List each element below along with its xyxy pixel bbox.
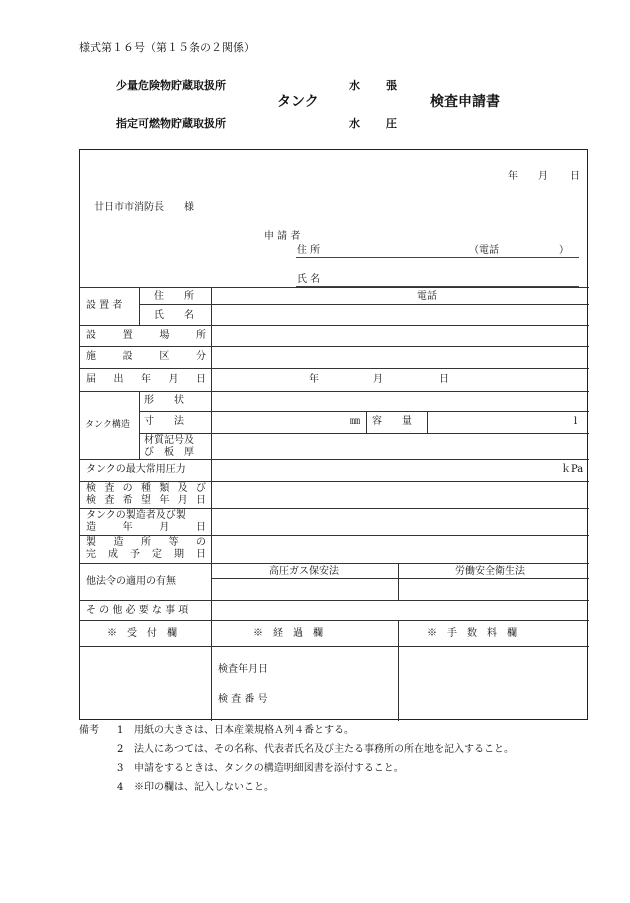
rule-3 (80, 325, 589, 326)
maker-label-1: タンクの製造者及び製 (86, 510, 186, 521)
report-year: 年 (309, 374, 319, 385)
vline-tank (139, 391, 140, 459)
note-4-text: ※印の欄は、記入しないこと。 (134, 782, 274, 793)
note-2-text: 法人にあつては、その名称、代表者氏名及び主たる事務所の所在地を記入すること。 (134, 744, 514, 755)
rule-12 (80, 535, 589, 536)
form-number: 様式第１６号（第１５条の２関係） (79, 41, 255, 54)
mm-unit: ㎜ (350, 416, 360, 427)
labor-law-label: 労働安全衛生法 (455, 566, 525, 577)
max-pressure-label: タンクの最大常用圧力 (86, 464, 186, 475)
vline-laws (398, 563, 399, 600)
inspection-label-1: 検 査 の 種 類 及 び (86, 483, 206, 494)
material-label-2: び 板 厚 (144, 447, 194, 458)
inspection-number-label: 検 査 番 号 (218, 694, 268, 705)
rule-17 (80, 646, 589, 647)
title-application: 検査申請書 (430, 94, 500, 110)
rule-9 (80, 459, 589, 460)
dimensions-label: 寸 法 (144, 416, 184, 427)
place-label-2: 完 成 予 定 期 日 (86, 549, 206, 560)
rule-7 (139, 411, 589, 412)
material-label-1: 材質記号及 (144, 435, 194, 446)
notes-label: 備考 (79, 725, 99, 736)
capacity-label: 容 量 (372, 416, 412, 427)
rule-8 (139, 433, 589, 434)
installer-label: 設 置 者 (86, 300, 123, 311)
title-left-top: 少量危険物貯蔵取扱所 (116, 79, 226, 92)
rule-11 (80, 508, 589, 509)
rule-5 (80, 368, 589, 369)
phone-label: （電話 ） (469, 245, 569, 256)
rule-6 (80, 391, 589, 392)
note-1-num: 1 (117, 725, 124, 736)
vline-capacity (427, 411, 428, 433)
other-matters-label: そ の 他 必 要 な 事 項 (86, 605, 189, 616)
pressure-unit: ｋPa (561, 464, 584, 475)
date-year: 年 (508, 171, 518, 182)
inspection-label-2: 検 査 希 望 年 月 日 (86, 495, 206, 506)
fee-header: ※ 手 数 料 欄 (427, 628, 517, 639)
rule-4 (80, 346, 589, 347)
applicant-label: 申 請 者 (264, 231, 301, 242)
address-label: 住 所 (297, 245, 321, 256)
vline-installer (139, 287, 140, 325)
note-3-num: 3 (117, 763, 124, 774)
vline-office-1 (211, 620, 212, 721)
vline-mm (366, 411, 367, 433)
title-water-1: 水 (349, 79, 360, 92)
capacity-unit: l (574, 416, 578, 427)
addressee: 廿日市市消防長 様 (94, 202, 194, 213)
application-form (79, 149, 588, 720)
shape-label: 形 状 (144, 395, 184, 406)
date-day: 日 (570, 171, 580, 182)
rule-10 (80, 481, 589, 482)
reception-header: ※ 受 付 欄 (107, 628, 177, 639)
title-left-bottom: 指定可燃物貯蔵取扱所 (116, 117, 226, 130)
location-label: 設 置 場 所 (86, 330, 206, 341)
date-month: 月 (538, 171, 548, 182)
report-date-label: 届 出 年 月 日 (86, 374, 206, 385)
vline-office-2 (398, 620, 399, 721)
other-laws-label: 他法令の適用の有無 (86, 576, 176, 587)
note-1-text: 用紙の大きさは、日本産業規格Ａ列４番とする。 (134, 725, 354, 736)
rule-2 (139, 304, 589, 305)
title-tank: タンク (277, 94, 319, 110)
rule-1 (80, 287, 589, 288)
installer-name-label: 氏 名 (154, 310, 194, 321)
vline-label (211, 287, 212, 646)
place-label-1: 製 造 所 等 の (86, 537, 206, 548)
rule-16 (80, 620, 589, 621)
note-4-num: 4 (117, 782, 124, 793)
rule-13 (80, 563, 589, 564)
installer-address-label: 住 所 (154, 291, 194, 302)
tank-structure-label: タンク構造 (85, 420, 130, 430)
title-fill: 張 (386, 79, 397, 92)
note-3-text: 申請をするときは、タンクの構造明細図書を添付すること。 (134, 763, 404, 774)
address-line (296, 257, 579, 258)
inspection-date-label: 検査年月日 (218, 664, 268, 675)
gas-law-label: 高圧ガス保安法 (269, 566, 339, 577)
note-2-num: 2 (117, 744, 124, 755)
rule-15 (80, 600, 589, 601)
maker-label-2: 造 年 月 日 (86, 522, 206, 533)
name-label: 氏 名 (297, 274, 321, 285)
installer-phone-label: 電話 (417, 291, 437, 302)
facility-label: 施 設 区 分 (86, 351, 206, 362)
rule-14 (211, 578, 589, 579)
title-water-2: 水 (349, 117, 360, 130)
progress-header: ※ 経 過 欄 (253, 628, 323, 639)
title-pressure: 圧 (386, 117, 397, 130)
report-month: 月 (373, 374, 383, 385)
report-day: 日 (439, 374, 449, 385)
